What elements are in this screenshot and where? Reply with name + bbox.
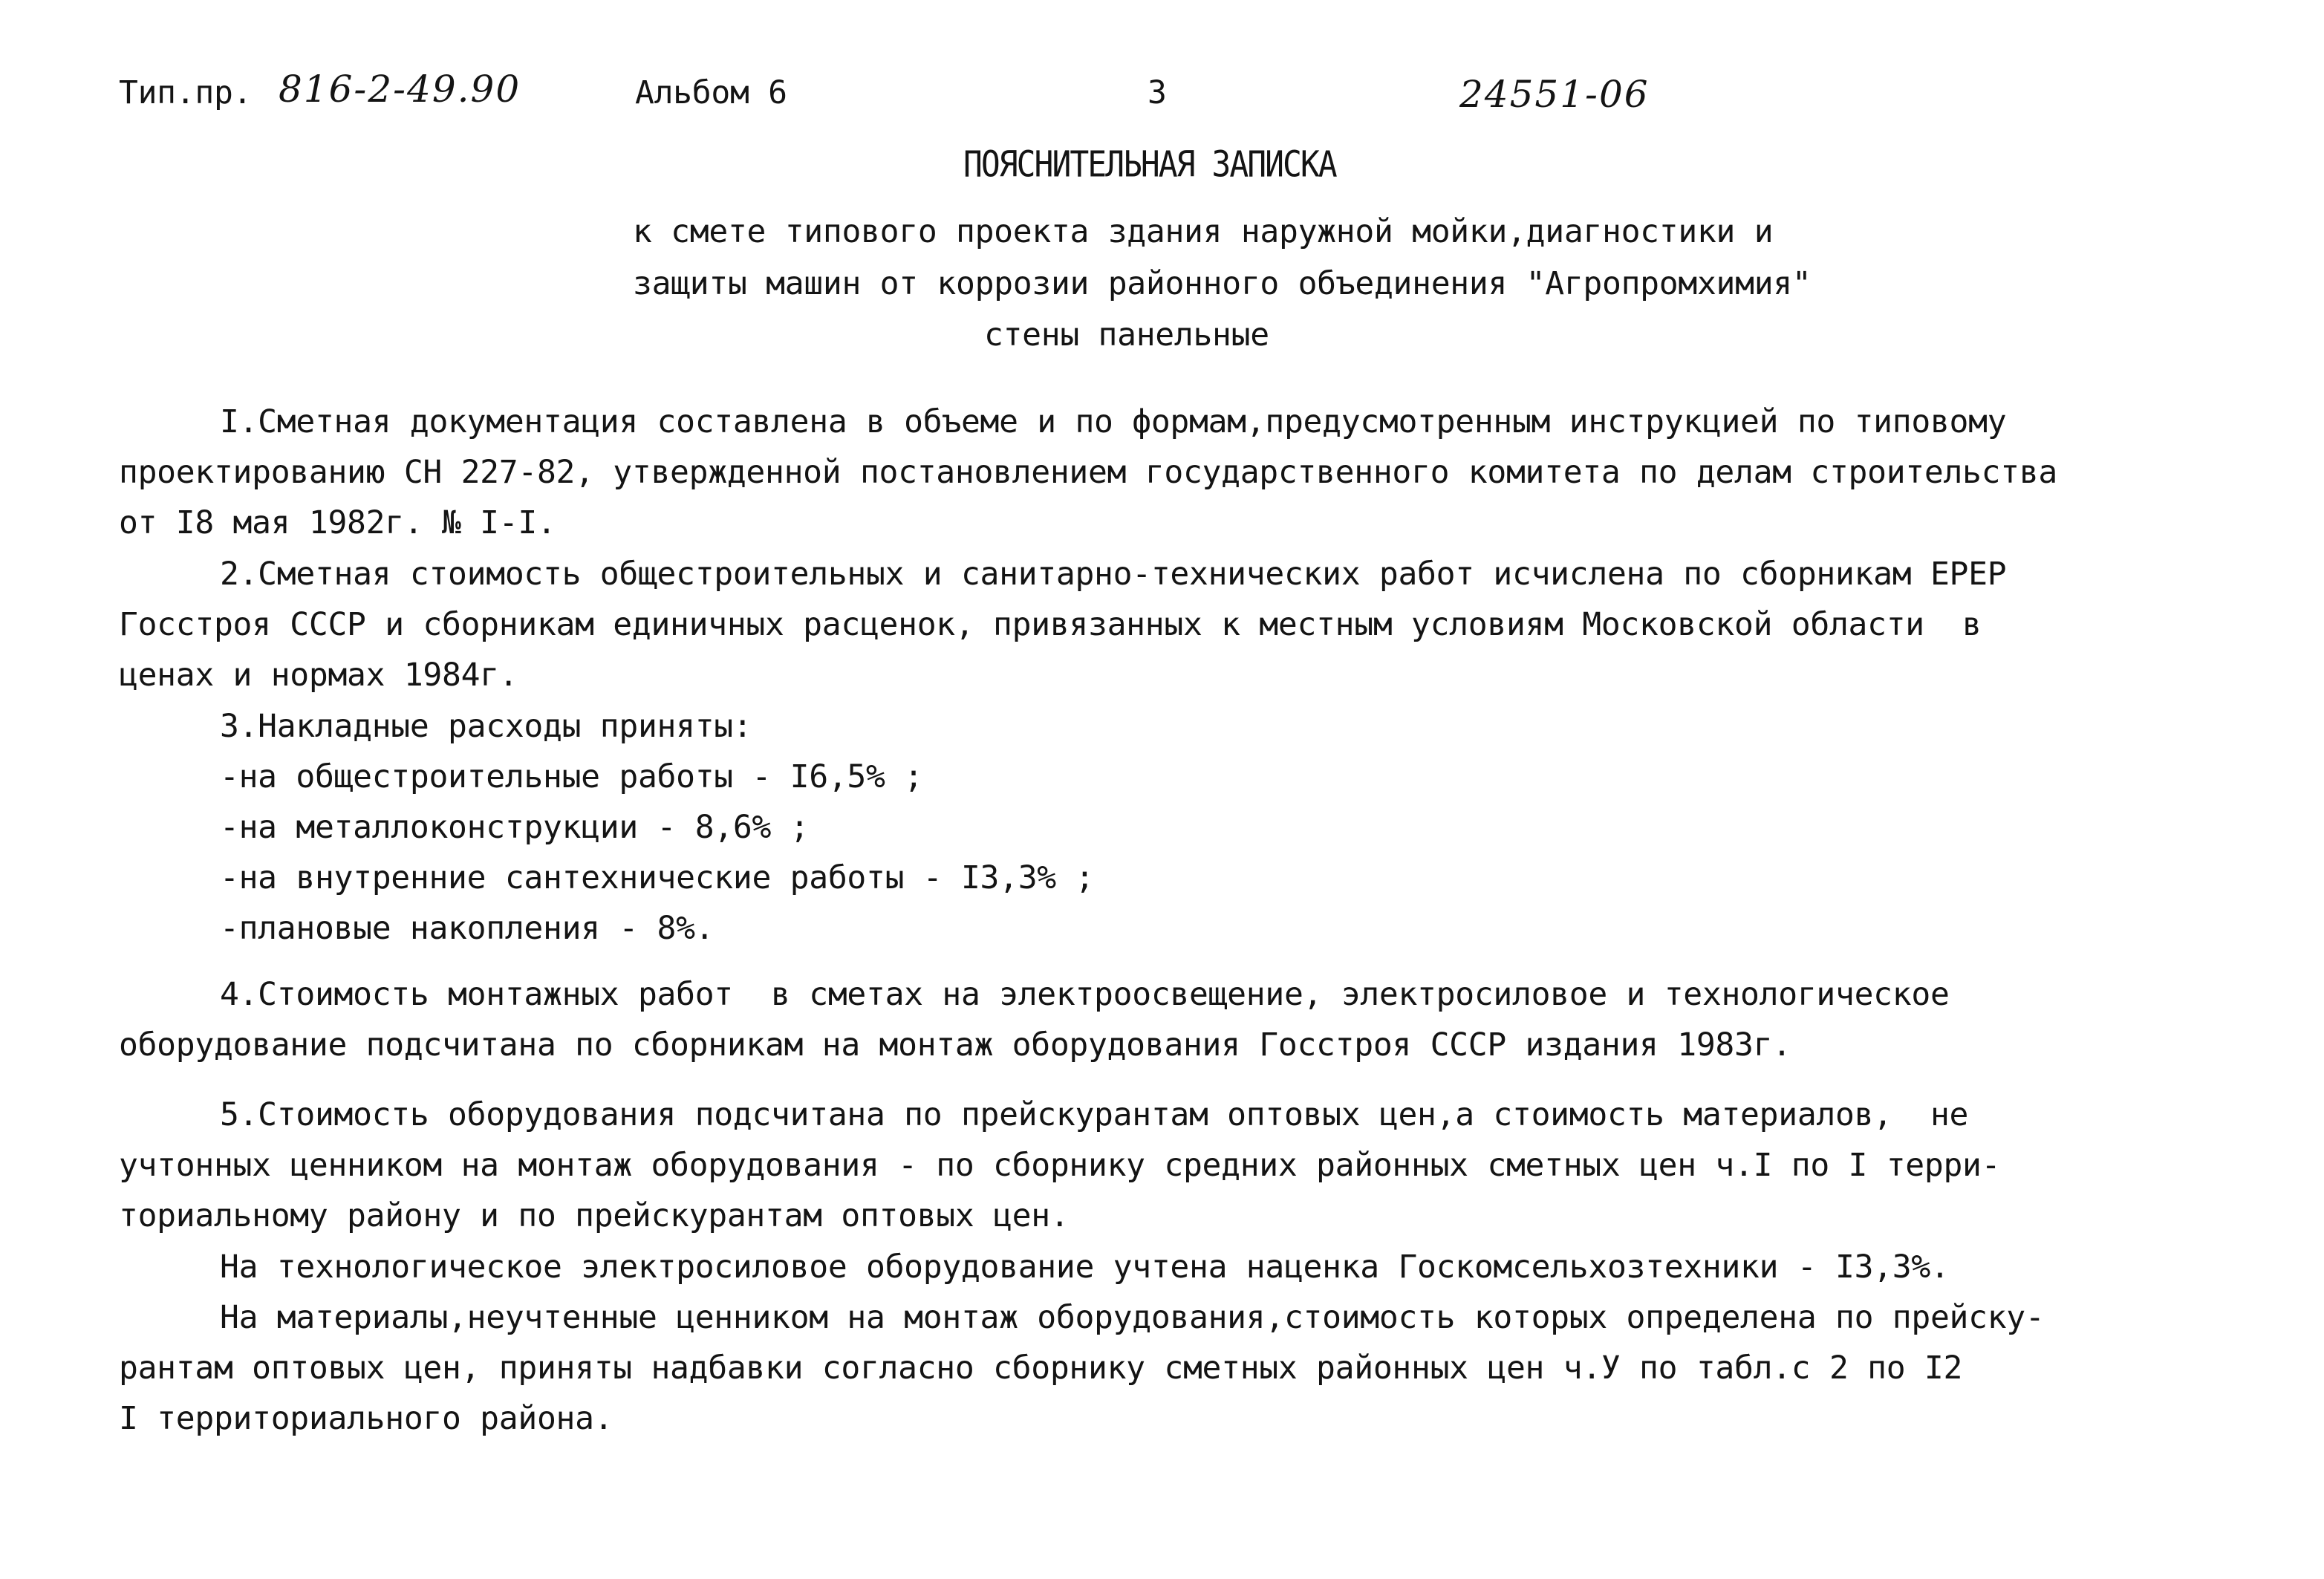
header-inventory-number: 24551-06 xyxy=(1459,73,1650,116)
paragraph-2-line-3: ценах и нормах 1984г. xyxy=(119,657,518,694)
header-album: Альбом 6 xyxy=(635,74,787,111)
paragraph-7-line-3: I территориального района. xyxy=(119,1400,613,1437)
paragraph-2-line-1: 2.Сметная стоимость общестроительных и санитарно-технических работ исчислена по сборникам ЕРЕР xyxy=(220,556,2007,593)
paragraph-4-line-2: оборудование подсчитана по сборникам на монтаж оборудования Госстроя СССР издания 1983г. xyxy=(119,1026,1791,1064)
paragraph-3-line-2: -на общестроительные работы - I6,5% ; xyxy=(220,758,923,795)
header-type-label: Тип.пр. xyxy=(119,74,253,111)
subtitle-line-3: стены панельные xyxy=(984,316,1269,354)
subtitle-line-2: защиты машин от коррозии районного объединения "Агропромхимия" xyxy=(633,265,1812,302)
paragraph-7-line-1: На материалы,неучтенные ценником на монтаж оборудования,стоимость которых определена по прейску- xyxy=(220,1299,2045,1336)
paragraph-6-line-1: На технологическое электросиловое оборудование учтена наценка Госкомсельхозтехники - I3,3%. xyxy=(220,1248,1950,1286)
paragraph-3-line-1: 3.Накладные расходы приняты: xyxy=(220,708,752,745)
subtitle-line-1: к смете типового проекта здания наружной мойки,диагностики и xyxy=(633,213,1774,250)
page-title: ПОЯСНИТЕЛЬНАЯ ЗАПИСКА xyxy=(963,144,1336,186)
paragraph-1-line-1: I.Сметная документация составлена в объеме и по формам,предусмотренным инструкцией по типовому xyxy=(220,403,2007,440)
paragraph-3-line-3: -на металлоконструкции - 8,6% ; xyxy=(220,809,810,846)
paragraph-4-line-1: 4.Стоимость монтажных работ в сметах на электроосвещение, электросиловое и технологическое xyxy=(220,976,1950,1013)
paragraph-2-line-2: Госстроя СССР и сборникам единичных расценок, привязанных к местным условиям Московской области в xyxy=(119,606,1982,643)
paragraph-5-line-1: 5.Стоимость оборудования подсчитана по прейскурантам оптовых цен,а стоимость материалов, не xyxy=(220,1096,1969,1133)
paragraph-1-line-3: от I8 мая 1982г. № I-I. xyxy=(119,504,556,541)
header-project-number: 816-2-49.90 xyxy=(279,68,521,111)
paragraph-7-line-2: рантам оптовых цен, приняты надбавки согласно сборнику сметных районных цен ч.У по табл.с 2 по I2 xyxy=(119,1350,1963,1387)
header-page-number: 3 xyxy=(1148,74,1167,111)
paragraph-5-line-3: ториальному району и по прейскурантам оптовых цен. xyxy=(119,1197,1070,1234)
paragraph-3-line-4: -на внутренние сантехнические работы - I3,3% ; xyxy=(220,859,1095,896)
paragraph-5-line-2: учтонных ценником на монтаж оборудования - по сборнику средних районных сметных цен ч.I по I терри- xyxy=(119,1147,2001,1184)
paragraph-1-line-2: проектированию СН 227-82, утвержденной постановлением государственного комитета по делам строительства xyxy=(119,454,2057,491)
paragraph-3-line-5: -плановые накопления - 8%. xyxy=(220,910,715,947)
